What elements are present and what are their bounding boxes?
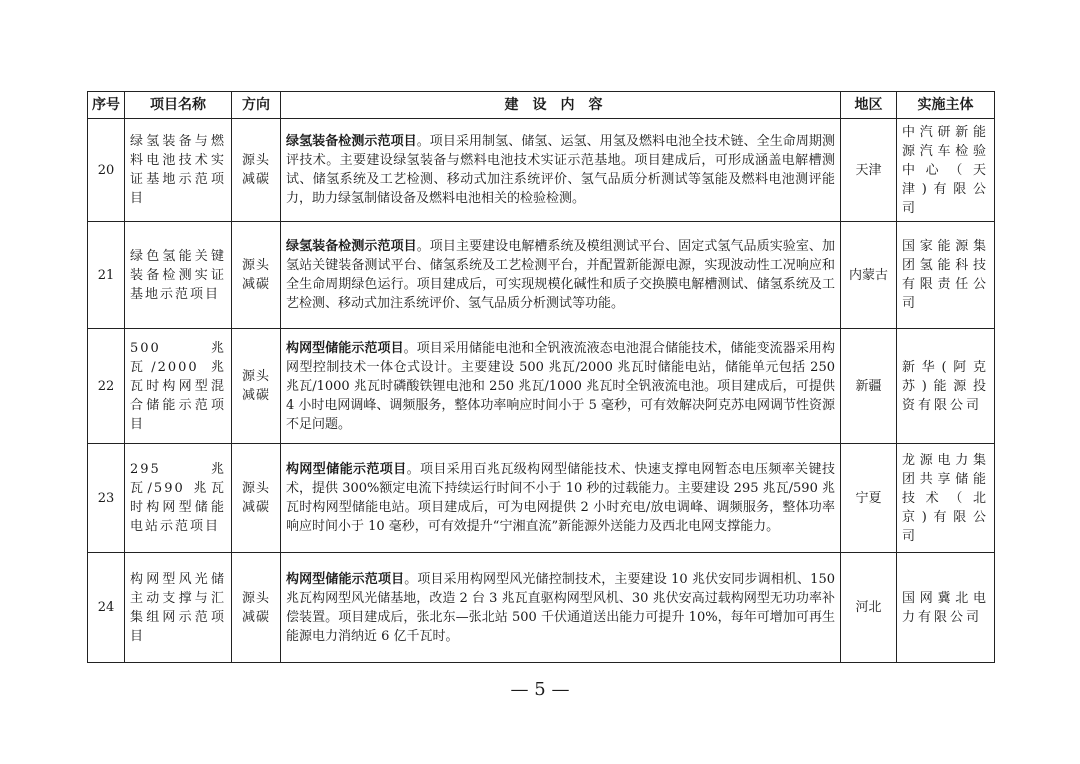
- content-body: 。项目采用百兆瓦级构网型储能技术、快速支撑电网暂态电压频率关键技术，提供 300%额定电流下持续运行时间不小于 10 秒的过载能力。主要建设 295 兆瓦/590 兆瓦时构网型储能电站。项目建成后，可为电网提供 2 小时充电/放电调峰、调频服务，整体功率响应时间小于 10 毫秒，可有效提升“宁湘直流”新能源外送能力及西北电网支撑能力。: [286, 462, 835, 534]
- content-title: 绿氢装备检测示范项目: [286, 134, 417, 149]
- header-no: 序号: [88, 92, 125, 119]
- header-entity: 实施主体: [897, 92, 995, 119]
- project-name: 绿氢装备与燃料电池技术实证基地示范项目: [125, 119, 232, 222]
- project-name: 295 兆瓦/590 兆瓦时构网型储能电站示范项目: [125, 444, 232, 553]
- content-title: 构网型储能示范项目: [286, 571, 405, 587]
- header-direction: 方向: [232, 92, 281, 119]
- table-row: [88, 222, 995, 329]
- project-direction: 源头减碳: [232, 444, 281, 553]
- project-direction: 源头减碳: [232, 553, 281, 663]
- project-name: 构网型风光储主动支撑与汇集组网示范项目: [125, 553, 232, 663]
- project-direction: 源头减碳: [232, 119, 281, 222]
- project-content: [281, 119, 841, 222]
- row-no: 21: [88, 222, 125, 329]
- page-number: — 5 —: [510, 679, 570, 700]
- content-body: 。项目采用构网型风光储控制技术，主要建设 10 兆伏安同步调相机、150 兆瓦构网型风光储基地，改造 2 台 3 兆瓦直驱构网型风机、30 兆伏安高过载构网型无功功率补偿装置。项目建成后，张北东—张北站 500 千伏通道送出能力可提升 10%，每年可增加可再生能源电力消纳近 6 亿千瓦时。: [286, 571, 835, 644]
- row-no: 22: [88, 329, 125, 444]
- content-title: 构网型储能示范项目: [286, 340, 404, 356]
- project-direction: 源头减碳: [232, 329, 281, 444]
- project-entity: 龙源电力集团共享储能技术（北京)有限公司: [897, 444, 995, 553]
- project-entity: 国家能源集团氢能科技有限责任公司: [897, 222, 995, 329]
- table-row: [88, 119, 995, 222]
- project-entity: 国网冀北电力有限公司: [897, 553, 995, 663]
- project-content: [281, 329, 841, 444]
- table-row: [88, 329, 995, 444]
- table-header-row: [88, 92, 995, 119]
- project-region: 河北: [841, 553, 897, 663]
- row-no: 20: [88, 119, 125, 222]
- project-name: 绿色氢能关键装备检测实证基地示范项目: [125, 222, 232, 329]
- content-title: 构网型储能示范项目: [286, 462, 407, 477]
- project-name: 500 兆瓦/2000 兆瓦时构网型混合储能示范项目: [125, 329, 232, 444]
- project-content: [281, 444, 841, 553]
- project-region: 内蒙古: [841, 222, 897, 329]
- content-body: 。项目主要建设电解槽系统及模组测试平台、固定式氢气品质实验室、加氢站关键装备测试平台、储氢系统及工艺检测平台，并配置新能源电源，实现波动性工况响应和全生命周期绿色运行。项目建成后，可实现规模化碱性和质子交换膜电解槽测试、储氢系统及工艺检测、移动式加注系统评价、氢气品质分析测试等功能。: [286, 239, 835, 311]
- header-name: 项目名称: [125, 92, 232, 119]
- project-direction: 源头减碳: [232, 222, 281, 329]
- project-content: [281, 553, 841, 663]
- content-body: 。项目采用储能电池和全钒液流液态电池混合储能技术，储能变流器采用构网型控制技术一体仓式设计。主要建设 500 兆瓦/2000 兆瓦时储能电站，储能单元包括 250 兆瓦/1000 兆瓦时磷酸铁锂电池和 250 兆瓦/1000 兆瓦时全钒液流电池。项目建成后，可提供 4 小时电网调峰、调频服务，整体功率响应时间小于 5 毫秒，可有效解决阿克苏电网调节性资源不足问题。: [286, 340, 835, 432]
- content-body: 。项目采用制氢、储氢、运氢、用氢及燃料电池全技术链、全生命周期测评技术。主要建设绿氢装备与燃料电池技术实证示范基地。项目建成后，可形成涵盖电解槽测试、储氢系统及工艺检测、移动式加注系统评价、氢气品质分析测试等氢能及燃料电池测评能力，助力绿氢制储设备及燃料电池相关的检验检测。: [286, 134, 835, 206]
- header-content-label: 建设内容: [504, 96, 617, 113]
- project-region: 新疆: [841, 329, 897, 444]
- project-content: [281, 222, 841, 329]
- project-entity: 新华(阿克苏)能源投资有限公司: [897, 329, 995, 444]
- project-table: [87, 91, 995, 663]
- project-region: 宁夏: [841, 444, 897, 553]
- content-title: 绿氢装备检测示范项目: [286, 239, 417, 254]
- header-region: 地区: [841, 92, 897, 119]
- project-entity: 中汽研新能源汽车检验中心（天津)有限公司: [897, 119, 995, 222]
- header-content: [281, 92, 841, 119]
- table-row: [88, 444, 995, 553]
- project-region: 天津: [841, 119, 897, 222]
- row-no: 23: [88, 444, 125, 553]
- row-no: 24: [88, 553, 125, 663]
- table-row: [88, 553, 995, 663]
